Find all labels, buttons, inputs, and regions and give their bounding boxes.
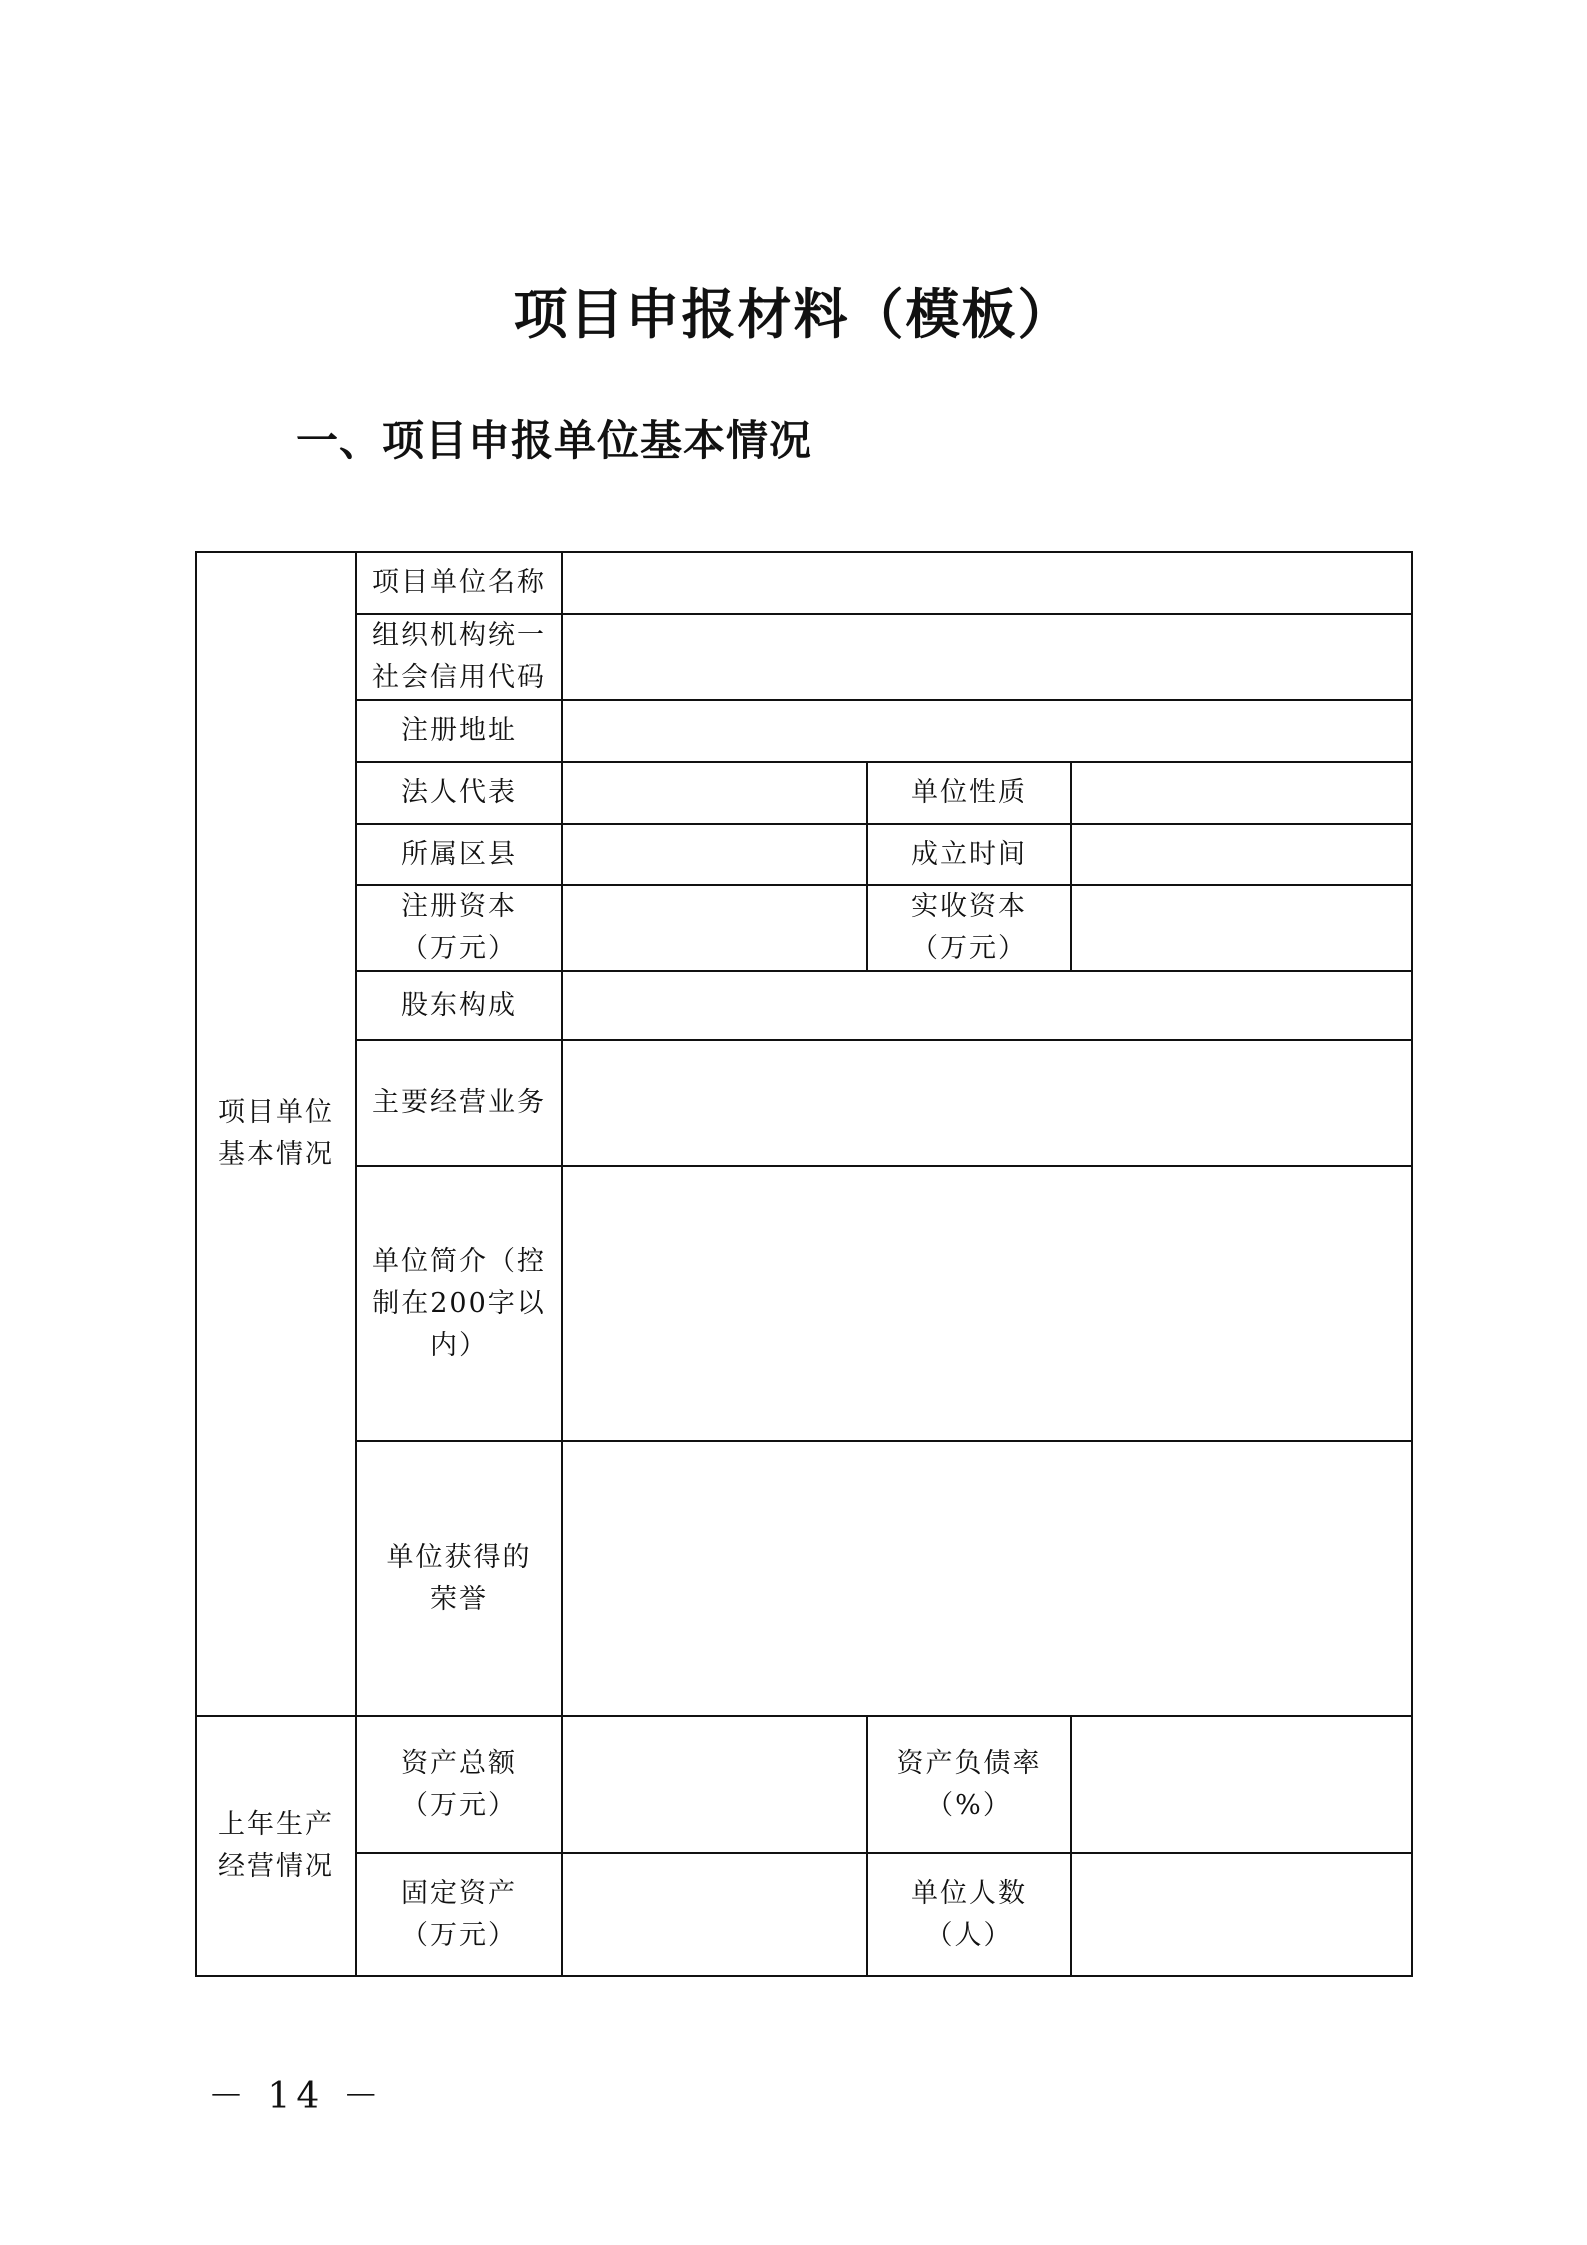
group-label-production: 上年生产 经营情况 xyxy=(196,1716,356,1976)
label-district: 所属区县 xyxy=(356,824,562,885)
field-main-business[interactable] xyxy=(562,1040,1412,1166)
page-number: － 14 － xyxy=(208,2076,385,2117)
label-paid-capital: 实收资本 （万元） xyxy=(867,885,1071,971)
field-headcount[interactable] xyxy=(1071,1853,1412,1976)
label-unit-name: 项目单位名称 xyxy=(356,552,562,614)
group-label-basic: 项目单位 基本情况 xyxy=(196,552,356,1716)
field-legal-rep[interactable] xyxy=(562,762,867,824)
label-shareholders: 股东构成 xyxy=(356,971,562,1040)
label-unit-nature: 单位性质 xyxy=(867,762,1071,824)
field-intro[interactable] xyxy=(562,1166,1412,1441)
label-reg-capital: 注册资本 （万元） xyxy=(356,885,562,971)
label-total-assets: 资产总额 （万元） xyxy=(356,1716,562,1853)
field-fixed-assets[interactable] xyxy=(562,1853,867,1976)
field-credit-code[interactable] xyxy=(562,614,1412,700)
section-heading: 一、项目申报单位基本情况 xyxy=(296,416,813,465)
field-total-assets[interactable] xyxy=(562,1716,867,1853)
label-fixed-assets: 固定资产 （万元） xyxy=(356,1853,562,1976)
field-honors[interactable] xyxy=(562,1441,1412,1716)
label-debt-ratio: 资产负债率 （%） xyxy=(867,1716,1071,1853)
field-district[interactable] xyxy=(562,824,867,885)
application-form-table xyxy=(195,551,1413,1977)
field-unit-nature[interactable] xyxy=(1071,762,1412,824)
label-credit-code: 组织机构统一 社会信用代码 xyxy=(356,614,562,700)
field-unit-name[interactable] xyxy=(562,552,1412,614)
field-reg-address[interactable] xyxy=(562,700,1412,762)
field-shareholders[interactable] xyxy=(562,971,1412,1040)
label-headcount: 单位人数 （人） xyxy=(867,1853,1071,1976)
document-title: 项目申报材料（模板） xyxy=(513,283,1074,346)
label-intro: 单位简介（控 制在200字以 内） xyxy=(356,1166,562,1441)
field-reg-capital[interactable] xyxy=(562,885,867,971)
label-honors: 单位获得的 荣誉 xyxy=(356,1441,562,1716)
label-founded: 成立时间 xyxy=(867,824,1071,885)
label-legal-rep: 法人代表 xyxy=(356,762,562,824)
label-reg-address: 注册地址 xyxy=(356,700,562,762)
field-paid-capital[interactable] xyxy=(1071,885,1412,971)
label-main-business: 主要经营业务 xyxy=(356,1040,562,1166)
field-founded[interactable] xyxy=(1071,824,1412,885)
field-debt-ratio[interactable] xyxy=(1071,1716,1412,1853)
